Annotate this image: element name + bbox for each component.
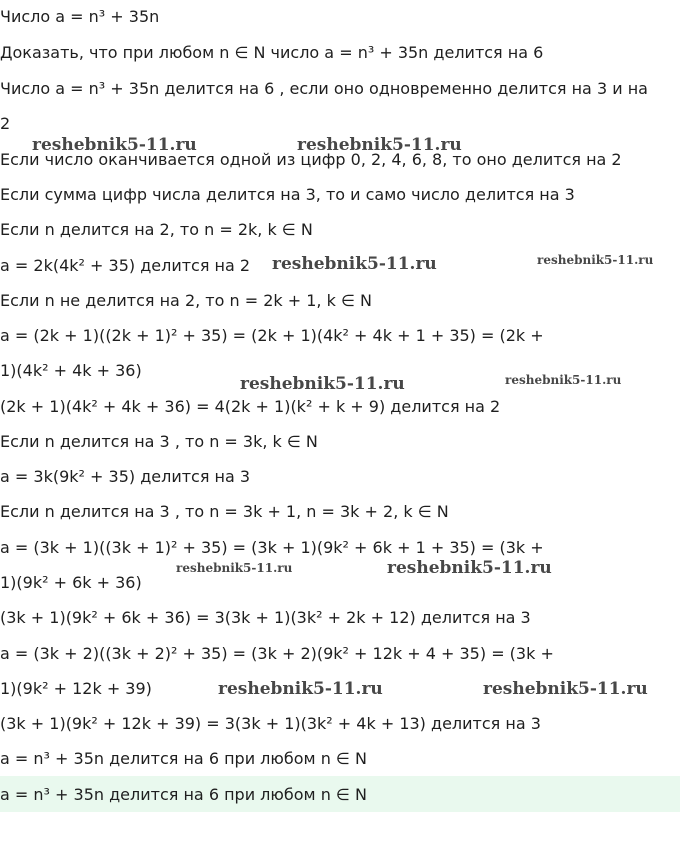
line-3: Число a = n³ + 35n делится на 6 , если оно одновременно делится на 3 и на [0, 79, 648, 98]
line-6: Если сумма цифр числа делится на 3, то и само число делится на 3 [0, 185, 575, 204]
line-17: 1)(9k² + 6k + 36) [0, 573, 142, 592]
line-8: a = 2k(4k² + 35) делится на 2 [0, 256, 251, 275]
watermark: reshebnik5-11.ru [240, 374, 405, 394]
line-9: Если n не делится на 2, то n = 2k + 1, k ∈ N [0, 291, 372, 310]
line-1: Число a = n³ + 35n [0, 7, 160, 26]
line-7: Если n делится на 2, то n = 2k, k ∈ N [0, 220, 313, 239]
line-14: a = 3k(9k² + 35) делится на 3 [0, 467, 251, 486]
answer-line: a = n³ + 35n делится на 6 при любом n ∈ N [0, 785, 367, 804]
watermark: reshebnik5-11.ru [297, 135, 462, 155]
line-11: 1)(4k² + 4k + 36) [0, 361, 142, 380]
watermark: reshebnik5-11.ru [32, 135, 197, 155]
line-10: a = (2k + 1)((2k + 1)² + 35) = (2k + 1)(4k² + 4k + 1 + 35) = (2k + [0, 326, 544, 345]
watermark: reshebnik5-11.ru [505, 373, 622, 387]
watermark: reshebnik5-11.ru [176, 561, 293, 575]
line-20: 1)(9k² + 12k + 39) [0, 679, 152, 698]
line-15: Если n делится на 3 , то n = 3k + 1, n = 3k + 2, k ∈ N [0, 502, 449, 521]
line-4: 2 [0, 114, 11, 133]
line-12: (2k + 1)(4k² + 4k + 36) = 4(2k + 1)(k² + k + 9) делится на 2 [0, 397, 501, 416]
watermark: reshebnik5-11.ru [387, 558, 552, 578]
line-19: a = (3k + 2)((3k + 2)² + 35) = (3k + 2)(9k² + 12k + 4 + 35) = (3k + [0, 644, 554, 663]
watermark: reshebnik5-11.ru [537, 253, 654, 267]
line-16: a = (3k + 1)((3k + 1)² + 35) = (3k + 1)(9k² + 6k + 1 + 35) = (3k + [0, 538, 544, 557]
line-18: (3k + 1)(9k² + 6k + 36) = 3(3k + 1)(3k² + 2k + 12) делится на 3 [0, 608, 531, 627]
line-22: a = n³ + 35n делится на 6 при любом n ∈ N [0, 749, 367, 768]
line-5: Если число оканчивается одной из цифр 0, 2, 4, 6, 8, то оно делится на 2 [0, 150, 622, 169]
line-13: Если n делится на 3 , то n = 3k, k ∈ N [0, 432, 318, 451]
watermark: reshebnik5-11.ru [218, 679, 383, 699]
line-2: Доказать, что при любом n ∈ N число a = n³ + 35n делится на 6 [0, 43, 544, 62]
watermark: reshebnik5-11.ru [483, 679, 648, 699]
watermark: reshebnik5-11.ru [272, 254, 437, 274]
line-21: (3k + 1)(9k² + 12k + 39) = 3(3k + 1)(3k² + 4k + 13) делится на 3 [0, 714, 541, 733]
